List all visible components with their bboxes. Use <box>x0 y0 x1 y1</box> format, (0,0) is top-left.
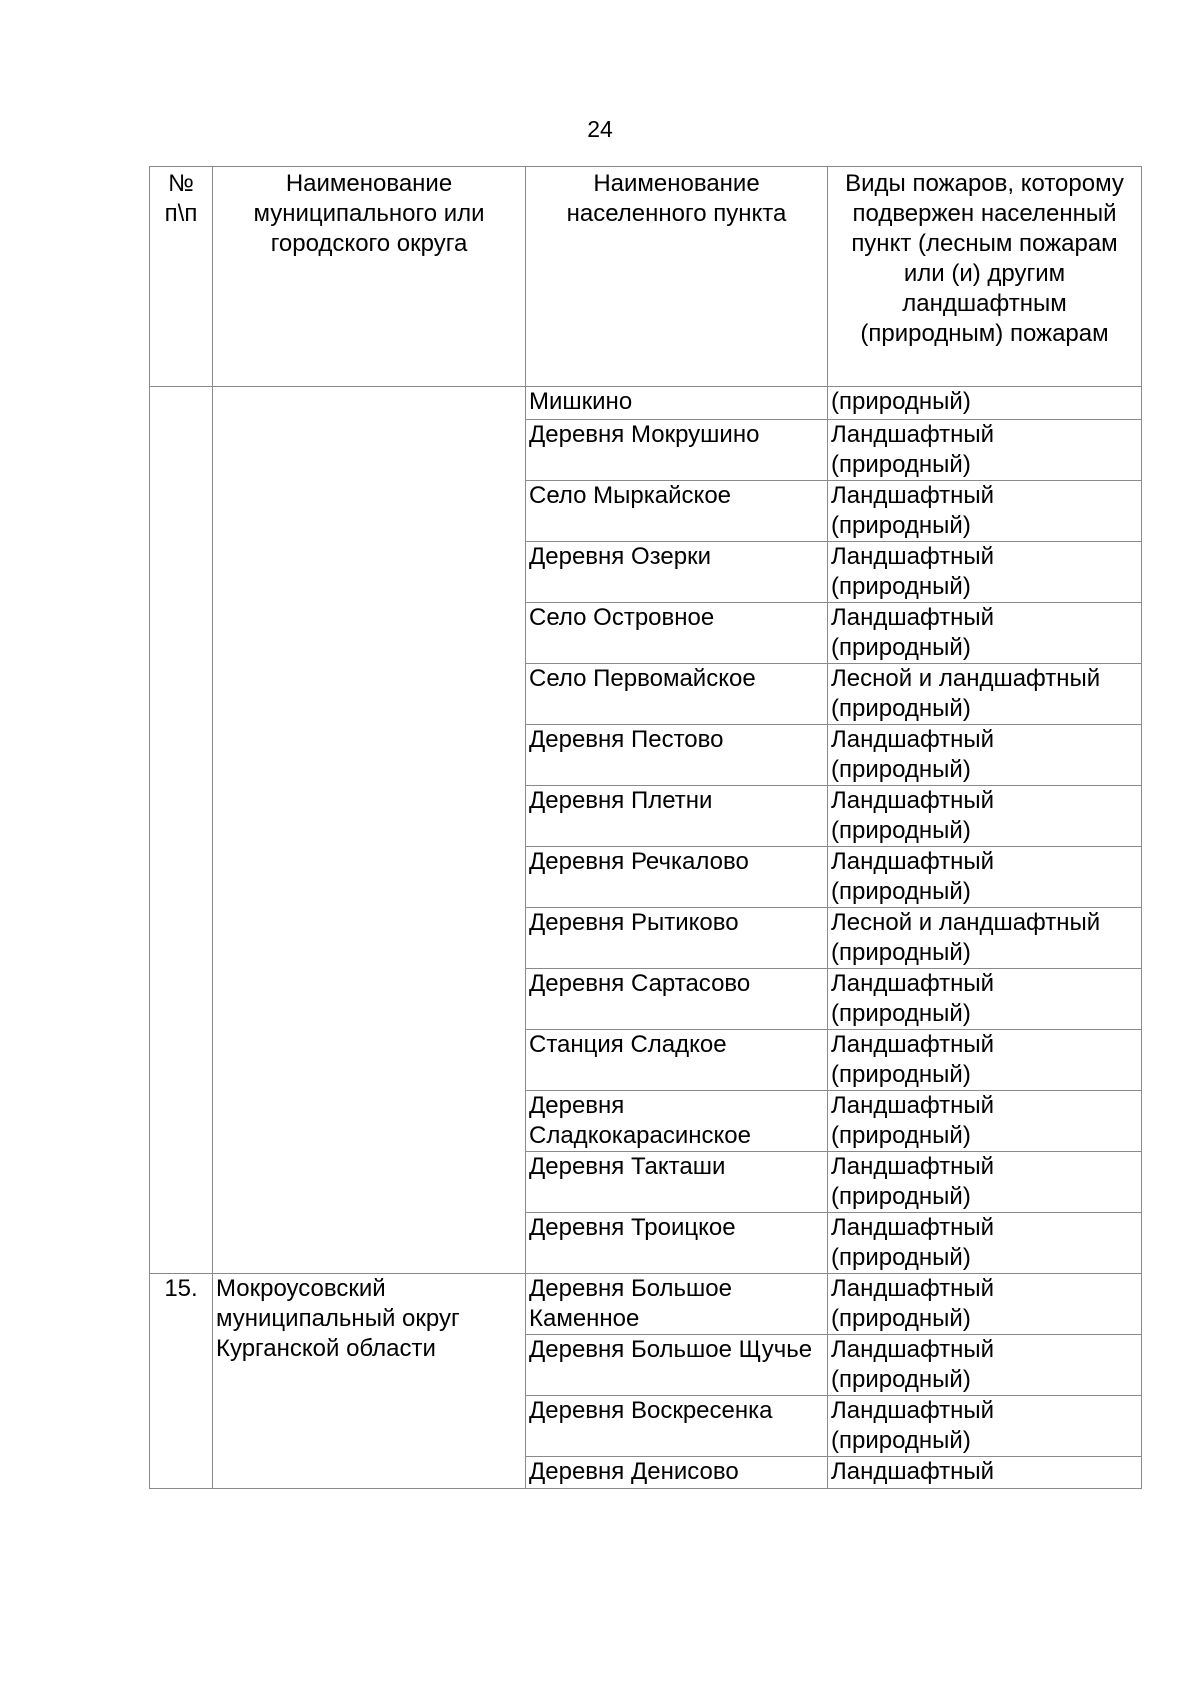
fire-type-cell: Лесной и ландшафтный (природный) <box>828 664 1142 725</box>
settlement-cell: Деревня Воскресенка <box>526 1396 828 1457</box>
settlement-cell: Деревня Большое Щучье <box>526 1335 828 1396</box>
table-header-row <box>150 167 1142 387</box>
page-number: 24 <box>587 116 613 142</box>
table-row <box>150 387 1142 420</box>
fire-type-cell: Ландшафтный (природный) <box>828 1335 1142 1396</box>
fire-type-cell: Ландшафтный (природный) <box>828 481 1142 542</box>
settlement-cell: Деревня Сартасово <box>526 969 828 1030</box>
district-cell: Мокроусовский муниципальный округ Курганской области <box>213 1274 526 1489</box>
fire-type-cell: Ландшафтный (природный) <box>828 725 1142 786</box>
fire-type-cell: Ландшафтный (природный) <box>828 1152 1142 1213</box>
settlement-cell: Станция Сладкое <box>526 1030 828 1091</box>
header-num: № п\п <box>150 167 213 387</box>
district-cell <box>213 387 526 1274</box>
settlement-cell: Деревня Пестово <box>526 725 828 786</box>
settlement-cell: Деревня Озерки <box>526 542 828 603</box>
settlements-table <box>149 166 1142 1489</box>
settlement-cell: Мишкино <box>526 387 828 420</box>
settlement-cell: Село Первомайское <box>526 664 828 725</box>
fire-type-cell: Ландшафтный (природный) <box>828 786 1142 847</box>
fire-type-cell: Ландшафтный (природный) <box>828 1030 1142 1091</box>
table-row <box>150 1274 1142 1335</box>
settlement-cell: Село Мыркайское <box>526 481 828 542</box>
header-settlement: Наименование населенного пункта <box>526 167 828 387</box>
settlement-cell: Деревня Денисово <box>526 1457 828 1489</box>
settlement-cell: Деревня Мокрушино <box>526 420 828 481</box>
settlement-cell: Деревня Сладкокарасинское <box>526 1091 828 1152</box>
fire-type-cell: (природный) <box>828 387 1142 420</box>
fire-type-cell: Ландшафтный <box>828 1457 1142 1489</box>
fire-type-cell: Ландшафтный (природный) <box>828 1274 1142 1335</box>
fire-type-cell: Ландшафтный (природный) <box>828 603 1142 664</box>
fire-type-cell: Ландшафтный (природный) <box>828 1091 1142 1152</box>
settlement-cell: Село Островное <box>526 603 828 664</box>
settlement-cell: Деревня Такташи <box>526 1152 828 1213</box>
header-district: Наименование муниципального или городского округа <box>213 167 526 387</box>
row-number-cell: 15. <box>150 1274 213 1489</box>
header-fire-type: Виды пожаров, которому подвержен населенный пункт (лесным пожарам или (и) другим ландшафтным (природным) пожарам <box>828 167 1142 387</box>
fire-type-cell: Ландшафтный (природный) <box>828 1396 1142 1457</box>
settlement-cell: Деревня Троицкое <box>526 1213 828 1274</box>
settlement-cell: Деревня Рытиково <box>526 908 828 969</box>
settlement-cell: Деревня Большое Каменное <box>526 1274 828 1335</box>
fire-type-cell: Ландшафтный (природный) <box>828 847 1142 908</box>
table-body <box>150 387 1142 1489</box>
fire-type-cell: Ландшафтный (природный) <box>828 969 1142 1030</box>
fire-type-cell: Ландшафтный (природный) <box>828 542 1142 603</box>
settlement-cell: Деревня Плетни <box>526 786 828 847</box>
fire-type-cell: Ландшафтный (природный) <box>828 1213 1142 1274</box>
fire-type-cell: Лесной и ландшафтный (природный) <box>828 908 1142 969</box>
fire-type-cell: Ландшафтный (природный) <box>828 420 1142 481</box>
row-number-cell <box>150 387 213 1274</box>
settlement-cell: Деревня Речкалово <box>526 847 828 908</box>
